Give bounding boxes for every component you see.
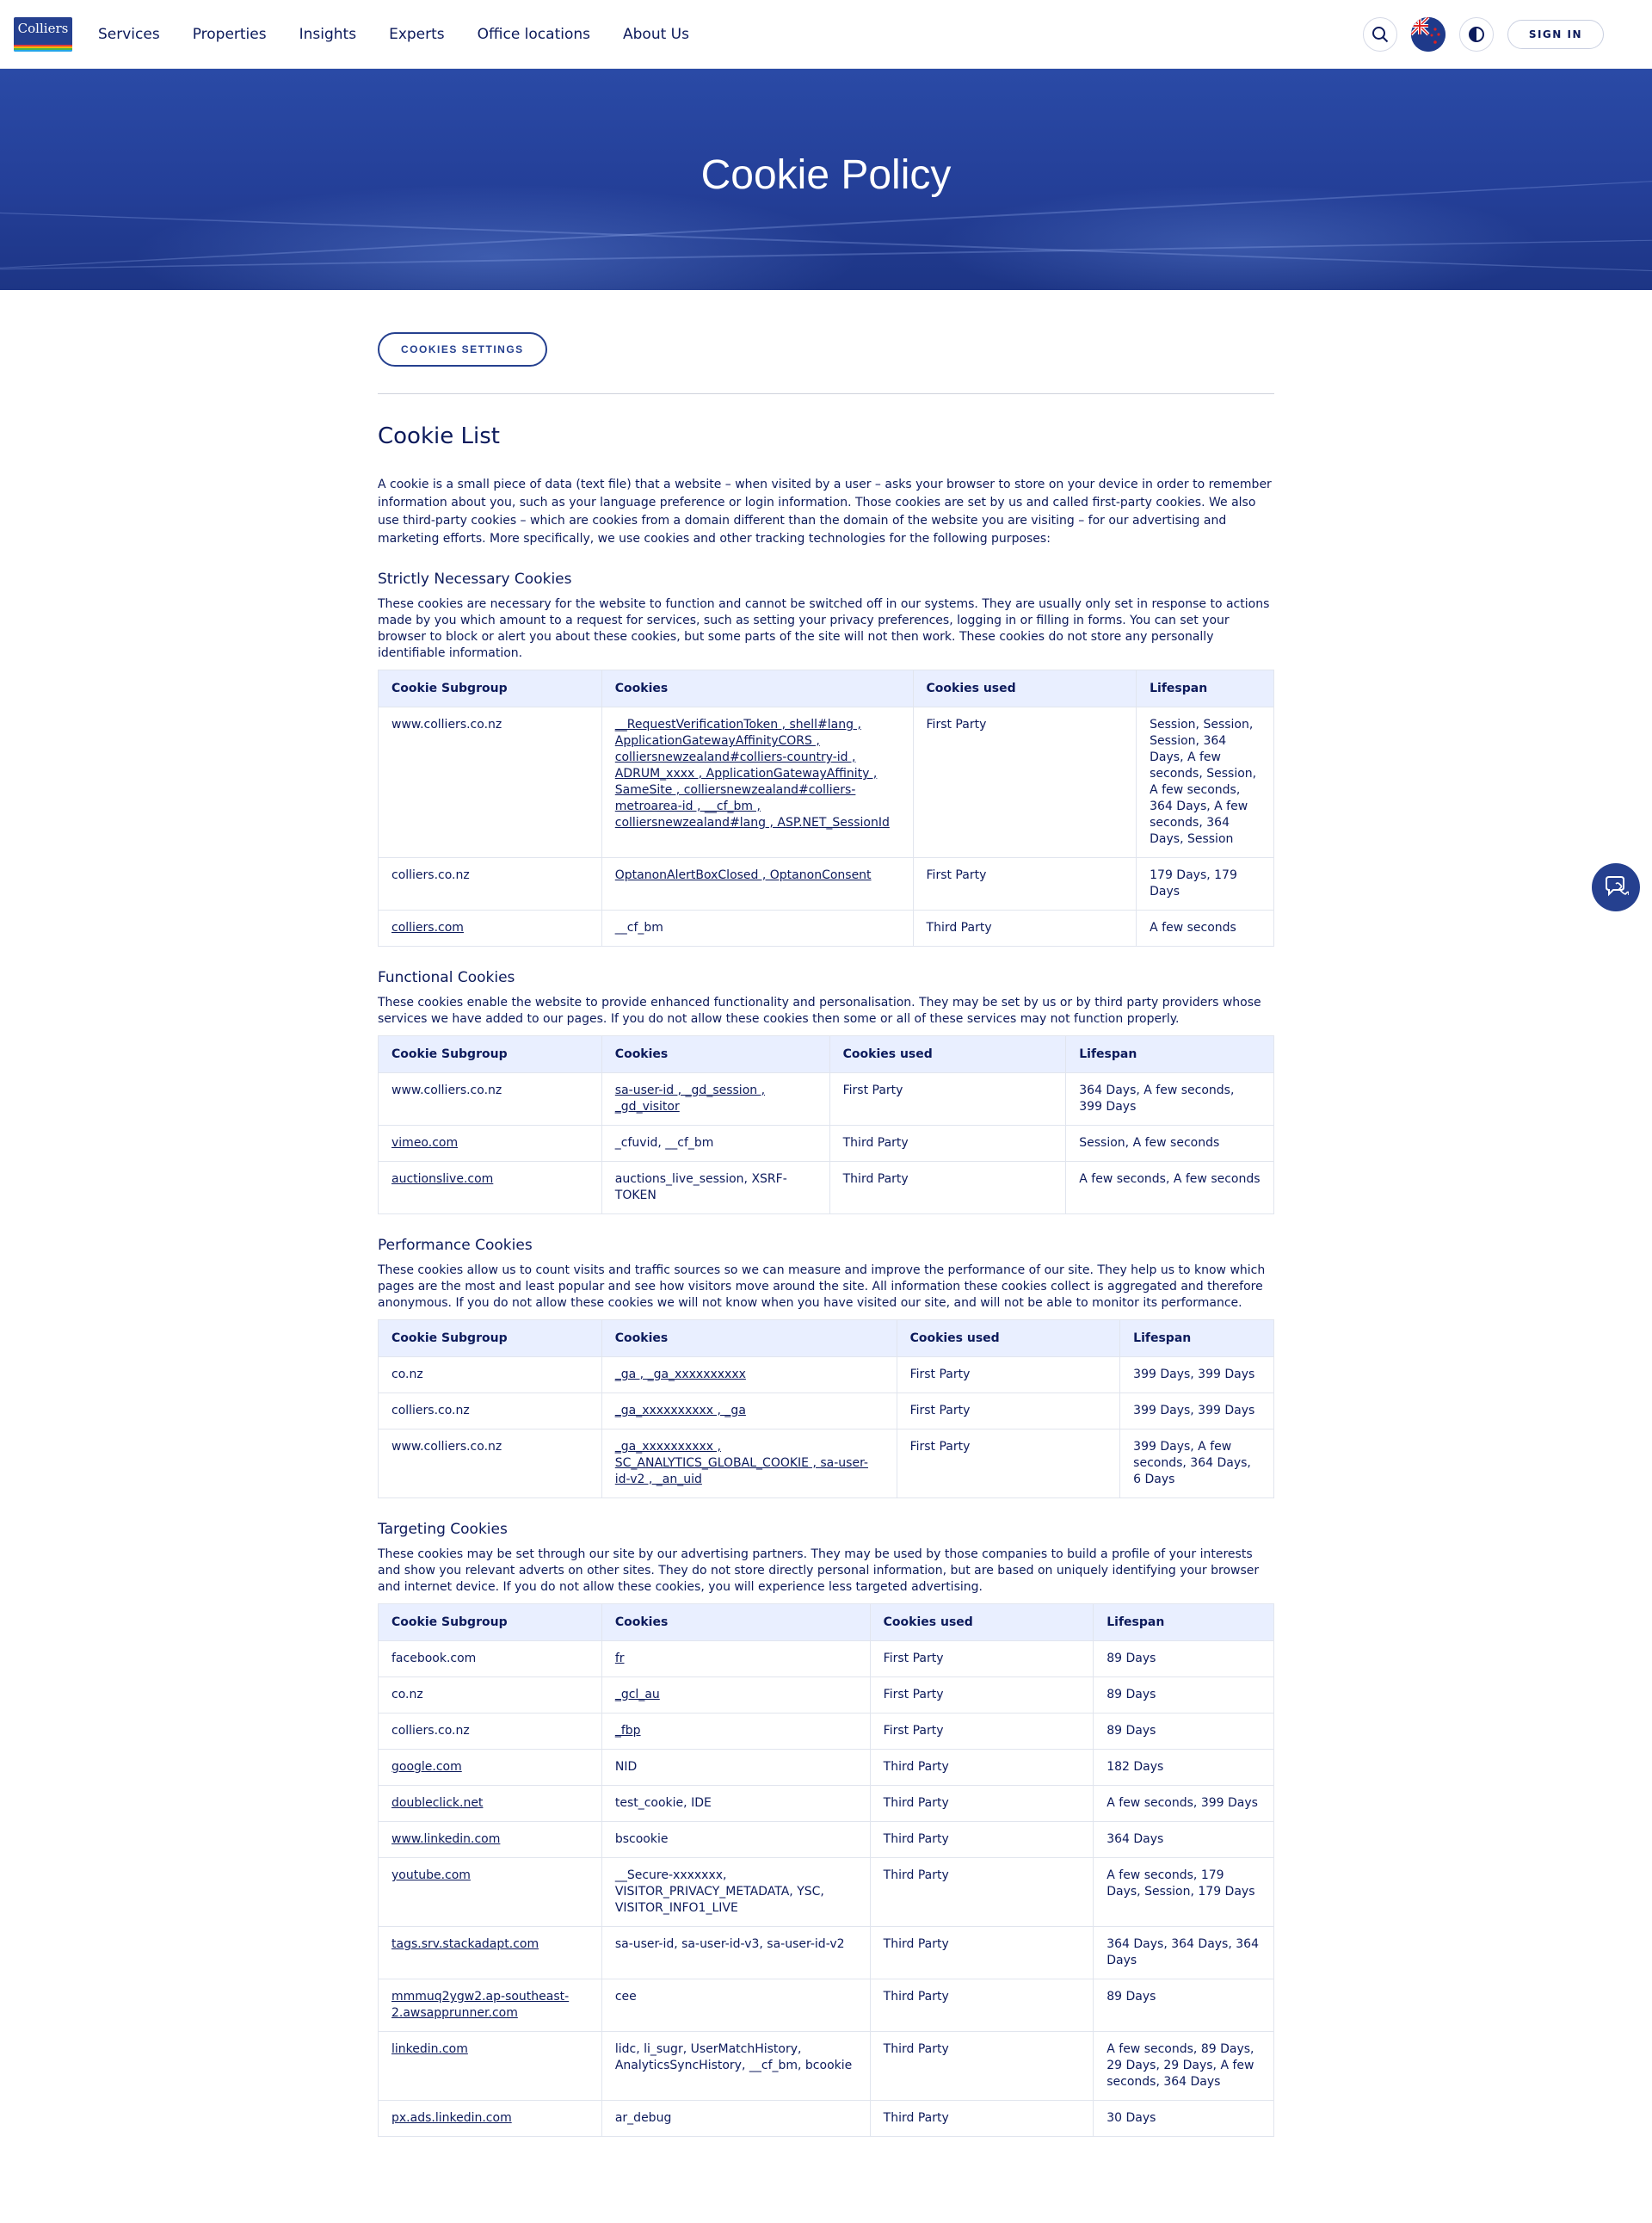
cell-subgroup: colliers.co.nz	[379, 858, 602, 911]
table-row	[379, 1979, 1274, 2032]
cookie-links[interactable]: OptanonAlertBoxClosed , OptanonConsent	[614, 868, 872, 882]
column-header: Cookies	[601, 1320, 897, 1357]
cell-subgroup: co.nz	[379, 1677, 602, 1714]
cell-lifespan: 179 Days, 179 Days	[1137, 858, 1274, 911]
cell-lifespan: 89 Days	[1094, 1641, 1274, 1677]
cell-used: Third Party	[870, 1822, 1094, 1858]
contrast-toggle-button[interactable]	[1459, 17, 1494, 52]
cell-cookies	[601, 707, 913, 858]
subgroup-link[interactable]: colliers.com	[391, 921, 464, 935]
cell-lifespan: A few seconds, 179 Days, Session, 179 Days	[1094, 1858, 1274, 1927]
cell-used: Third Party	[870, 1979, 1094, 2032]
column-header: Cookies	[601, 670, 913, 707]
cell-lifespan: 30 Days	[1094, 2101, 1274, 2137]
cell-lifespan: Session, A few seconds	[1066, 1126, 1274, 1162]
cookie-links[interactable]: sa-user-id , _gd_session , _gd_visitor	[614, 1084, 766, 1114]
cell-cookies: _cfuvid, __cf_bm	[601, 1126, 829, 1162]
cell-subgroup: www.colliers.co.nz	[379, 1430, 602, 1498]
cell-subgroup: facebook.com	[379, 1641, 602, 1677]
table-row	[379, 1073, 1274, 1126]
cell-subgroup	[379, 911, 602, 947]
cell-used: Third Party	[829, 1162, 1066, 1214]
nav-properties[interactable]: Properties	[192, 25, 267, 43]
cell-lifespan: A few seconds, 399 Days	[1094, 1786, 1274, 1822]
cell-subgroup	[379, 1822, 602, 1858]
table-row	[379, 1641, 1274, 1677]
chat-support-button[interactable]	[1592, 863, 1640, 911]
table-header-row	[379, 670, 1274, 707]
cookie-links[interactable]: _ga_xxxxxxxxxx , SC_ANALYTICS_GLOBAL_COOKIE , sa-user-id-v2 , _an_uid	[614, 1440, 868, 1486]
cell-lifespan: 89 Days	[1094, 1677, 1274, 1714]
cell-subgroup: colliers.co.nz	[379, 1393, 602, 1430]
table-row	[379, 707, 1274, 858]
table-row	[379, 1357, 1274, 1393]
column-header: Cookie Subgroup	[379, 1036, 602, 1073]
cell-cookies: bscookie	[601, 1822, 870, 1858]
cell-used: Third Party	[870, 2032, 1094, 2101]
table-row	[379, 1786, 1274, 1822]
column-header: Cookies used	[870, 1604, 1094, 1641]
cookie-links[interactable]: _gcl_au	[614, 1688, 660, 1701]
main-content	[378, 290, 1274, 2189]
cell-cookies	[601, 1714, 870, 1750]
cell-cookies	[601, 1357, 897, 1393]
search-icon	[1372, 26, 1389, 43]
cell-used: First Party	[897, 1430, 1120, 1498]
column-header: Lifespan	[1120, 1320, 1274, 1357]
main-nav	[98, 26, 722, 43]
site-header	[0, 0, 1652, 69]
chat-support-icon	[1603, 874, 1629, 900]
cell-cookies: test_cookie, IDE	[601, 1786, 870, 1822]
cell-cookies	[601, 858, 913, 911]
nav-office-locations[interactable]: Office locations	[477, 25, 590, 43]
cell-lifespan: 399 Days, A few seconds, 364 Days, 6 Days	[1120, 1430, 1274, 1498]
table-row	[379, 858, 1274, 911]
column-header: Cookie Subgroup	[379, 670, 602, 707]
cell-lifespan: A few seconds	[1137, 911, 1274, 947]
cookie-sections	[378, 571, 1274, 2137]
nav-about-us[interactable]: About Us	[623, 25, 689, 43]
cell-used: First Party	[870, 1677, 1094, 1714]
cell-used: First Party	[829, 1073, 1066, 1126]
cell-lifespan: 89 Days	[1094, 1714, 1274, 1750]
subgroup-link[interactable]: google.com	[391, 1760, 462, 1774]
contrast-icon	[1468, 26, 1485, 43]
cell-subgroup	[379, 1858, 602, 1927]
column-header: Cookies used	[829, 1036, 1066, 1073]
cell-used: First Party	[897, 1393, 1120, 1430]
column-header: Cookie Subgroup	[379, 1320, 602, 1357]
table-row	[379, 1750, 1274, 1786]
page-title: Cookie Policy	[700, 152, 952, 198]
cookie-links[interactable]: fr	[614, 1652, 625, 1665]
cell-cookies: cee	[601, 1979, 870, 2032]
section-description: These cookies may be set through our site by our advertising partners. They may be used by those companies to build a profile of your interests and show you relevant adverts on other sites. They do not store directly personal information, but are based on uniquely identifying your browser and internet device. If you do not allow these cookies, you will experience less targeted advertising.	[378, 1547, 1260, 1594]
subgroup-link[interactable]: mmmuq2ygw2.ap-southeast-2.awsapprunner.com	[391, 1990, 570, 2020]
column-header: Lifespan	[1137, 670, 1274, 707]
search-button[interactable]	[1363, 17, 1397, 52]
cell-subgroup	[379, 1979, 602, 2032]
cell-used: First Party	[913, 707, 1137, 858]
cell-cookies: __Secure-xxxxxxx, VISITOR_PRIVACY_METADATA, YSC, VISITOR_INFO1_LIVE	[601, 1858, 870, 1927]
cell-lifespan: 364 Days, 364 Days, 364 Days	[1094, 1927, 1274, 1979]
cell-cookies: ar_debug	[601, 2101, 870, 2137]
cookie-table	[378, 1319, 1274, 1498]
country-selector-button[interactable]	[1411, 17, 1446, 52]
cookie-links[interactable]: _ga , _ga_xxxxxxxxxx	[614, 1368, 746, 1381]
cell-lifespan: A few seconds, A few seconds	[1066, 1162, 1274, 1214]
cell-used: Third Party	[870, 1858, 1094, 1927]
cell-cookies	[601, 1430, 897, 1498]
table-row	[379, 1126, 1274, 1162]
cell-used: Third Party	[870, 2101, 1094, 2137]
cell-cookies	[601, 1641, 870, 1677]
cell-lifespan: 182 Days	[1094, 1750, 1274, 1786]
table-row	[379, 1822, 1274, 1858]
column-header: Cookies	[601, 1604, 870, 1641]
table-header-row	[379, 1320, 1274, 1357]
cell-subgroup	[379, 2101, 602, 2137]
section-description: These cookies allow us to count visits and traffic sources so we can measure and improve the performance of our site. They help us to know which pages are the most and least popular and see how visitors move around the site. All information these cookies collect is aggregated and therefore anonymous. If you do not allow these cookies we will not know when you have visited our site, and will not be able to monitor its performance.	[378, 1263, 1266, 1310]
subgroup-link[interactable]: vimeo.com	[391, 1136, 459, 1150]
cell-lifespan: 399 Days, 399 Days	[1120, 1393, 1274, 1430]
cell-subgroup	[379, 1750, 602, 1786]
column-header: Lifespan	[1066, 1036, 1274, 1073]
subgroup-link[interactable]: www.linkedin.com	[391, 1832, 501, 1846]
subgroup-link[interactable]: auctionslive.com	[391, 1172, 494, 1186]
section-title: Functional Cookies	[378, 969, 515, 986]
cookie-table	[378, 1035, 1274, 1214]
logo-text: Colliers	[17, 20, 69, 36]
colliers-logo[interactable]	[14, 17, 72, 52]
cookie-links[interactable]: __RequestVerificationToken , shell#lang , ApplicationGatewayAffinityCORS , colliersnewzealand#colliers-country-id , ADRUM_xxxx , ApplicationGatewayAffinity , SameSite , colliersnewzealand#colliers-metroarea-id , __cf_bm , colliersnewzealand#lang , ASP.NET_SessionId	[614, 718, 890, 830]
section-title: Strictly Necessary Cookies	[378, 571, 572, 588]
subgroup-link[interactable]: doubleclick.net	[391, 1796, 484, 1810]
cell-subgroup: www.colliers.co.nz	[379, 1073, 602, 1126]
table-row	[379, 1927, 1274, 1979]
table-row	[379, 1858, 1274, 1927]
cookie-list-title: Cookie List	[378, 423, 500, 449]
cell-subgroup: co.nz	[379, 1357, 602, 1393]
cell-subgroup: www.colliers.co.nz	[379, 707, 602, 858]
cell-cookies	[601, 1677, 870, 1714]
cell-subgroup: colliers.co.nz	[379, 1714, 602, 1750]
cell-used: First Party	[897, 1357, 1120, 1393]
table-header-row	[379, 1036, 1274, 1073]
subgroup-link[interactable]: tags.srv.stackadapt.com	[391, 1937, 539, 1951]
column-header: Cookies	[601, 1036, 829, 1073]
nz-flag-icon	[1411, 17, 1446, 52]
section-description: These cookies enable the website to provide enhanced functionality and personalisation. They may be set by us or by third party providers whose services we have added to our pages. If you do not allow these cookies then some or all of these services may not function properly.	[378, 996, 1261, 1026]
cookie-table	[378, 670, 1274, 947]
column-header: Cookies used	[913, 670, 1137, 707]
table-row	[379, 1393, 1274, 1430]
column-header: Cookie Subgroup	[379, 1604, 602, 1641]
table-row	[379, 1677, 1274, 1714]
section-title: Performance Cookies	[378, 1237, 533, 1254]
table-row	[379, 1162, 1274, 1214]
cell-cookies: __cf_bm	[601, 911, 913, 947]
cell-cookies: auctions_live_session, XSRF-TOKEN	[601, 1162, 829, 1214]
table-row	[379, 911, 1274, 947]
subgroup-link[interactable]: youtube.com	[391, 1868, 471, 1882]
table-row	[379, 2032, 1274, 2101]
table-row	[379, 1430, 1274, 1498]
table-header-row	[379, 1604, 1274, 1641]
cell-cookies	[601, 1073, 829, 1126]
cell-used: Third Party	[870, 1786, 1094, 1822]
subgroup-link[interactable]: px.ads.linkedin.com	[391, 2111, 512, 2125]
cell-lifespan: 364 Days, A few seconds, 399 Days	[1066, 1073, 1274, 1126]
header-actions	[1363, 17, 1638, 52]
cell-used: Third Party	[870, 1750, 1094, 1786]
cell-used: First Party	[870, 1714, 1094, 1750]
cookie-links[interactable]: _ga_xxxxxxxxxx , _ga	[614, 1404, 746, 1417]
cell-lifespan: 364 Days	[1094, 1822, 1274, 1858]
column-header: Lifespan	[1094, 1604, 1274, 1641]
cell-lifespan: 399 Days, 399 Days	[1120, 1357, 1274, 1393]
nav-services[interactable]: Services	[98, 25, 160, 43]
cookies-settings-button[interactable]: COOKIES SETTINGS	[378, 332, 547, 367]
cookie-table	[378, 1603, 1274, 2137]
cookie-links[interactable]: _fbp	[614, 1724, 641, 1738]
cell-lifespan: A few seconds, 89 Days, 29 Days, 29 Days, A few seconds, 364 Days	[1094, 2032, 1274, 2101]
nav-insights[interactable]: Insights	[299, 25, 357, 43]
cell-used: Third Party	[870, 1927, 1094, 1979]
cell-subgroup	[379, 1786, 602, 1822]
cell-used: First Party	[913, 858, 1137, 911]
sign-in-button[interactable]: SIGN IN	[1507, 20, 1604, 49]
table-row	[379, 1714, 1274, 1750]
hero-banner	[0, 69, 1652, 290]
column-header: Cookies used	[897, 1320, 1120, 1357]
cell-cookies: sa-user-id, sa-user-id-v3, sa-user-id-v2	[601, 1927, 870, 1979]
intro-paragraph: A cookie is a small piece of data (text file) that a website – when visited by a user – asks your browser to store on your device in order to remember information about you, such as your language preference or login information. Those cookies are set by us and called first-party cookies. We also use third-party cookies – which are cookies from a domain different than the domain of the website you are visiting – for our advertising and marketing efforts. More specifically, we use cookies and other tracking technologies for the following purposes:	[378, 478, 1272, 546]
divider	[378, 393, 1274, 394]
cell-lifespan: 89 Days	[1094, 1979, 1274, 2032]
cell-cookies: NID	[601, 1750, 870, 1786]
section-description: These cookies are necessary for the website to function and cannot be switched off in our systems. They are usually only set in response to actions made by you which amount to a request for services, such as setting your privacy preferences, logging in or filling in forms. You can set your browser to block or alert you about these cookies, but some parts of the site will not then work. These cookies do not store any personally identifiable information.	[378, 597, 1270, 660]
cell-used: Third Party	[829, 1126, 1066, 1162]
cell-subgroup	[379, 1927, 602, 1979]
cell-lifespan: Session, Session, Session, 364 Days, A few seconds, Session, A few seconds, 364 Days, A few seconds, 364 Days, Session	[1137, 707, 1274, 858]
cell-subgroup	[379, 1162, 602, 1214]
nav-experts[interactable]: Experts	[389, 25, 445, 43]
section-title: Targeting Cookies	[378, 1521, 508, 1538]
table-row	[379, 2101, 1274, 2137]
cell-cookies: lidc, li_sugr, UserMatchHistory, AnalyticsSyncHistory, __cf_bm, bcookie	[601, 2032, 870, 2101]
cell-used: First Party	[870, 1641, 1094, 1677]
subgroup-link[interactable]: linkedin.com	[391, 2042, 468, 2056]
cell-cookies	[601, 1393, 897, 1430]
cell-used: Third Party	[913, 911, 1137, 947]
cell-subgroup	[379, 2032, 602, 2101]
cell-subgroup	[379, 1126, 602, 1162]
